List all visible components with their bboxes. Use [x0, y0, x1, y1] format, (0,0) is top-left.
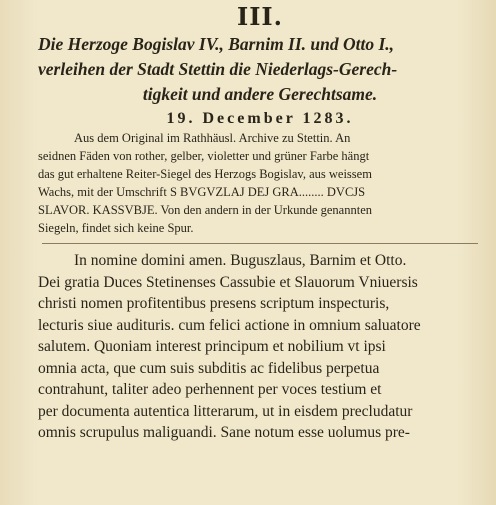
body-line: christi nomen profitentibus presens scriptum inspecturis, [38, 295, 390, 312]
note-line: SLAVOR. KASSVBJE. Von den andern in der Urkunde genannten [38, 203, 373, 217]
body-line: salutem. Quoniam interest principum et nobilium vt ipsi [38, 338, 386, 355]
title-line: Die Herzoge Bogislav IV., Barnim II. und Otto I., [38, 34, 395, 54]
body-line: contrahunt, taliter adeo perhennent per voces testium et [38, 381, 382, 398]
section-divider [42, 243, 478, 244]
note-line: seidnen Fäden von rother, gelber, violetter und grüner Farbe hängt [38, 149, 370, 163]
note-line: das gut erhaltene Reiter-Siegel des Herzogs Bogislav, aus weissem [38, 167, 372, 181]
document-date: 19. December 1283. [166, 110, 354, 127]
body-line: omnia acta, que cum suis subditis ac fidelibus perpetua [38, 359, 380, 377]
body-line: per documenta autentica litterarum, ut in eisdem precludatur [38, 402, 413, 420]
body-line: lecturis siue audituris. cum felici actione in omnium saluatore [38, 316, 421, 334]
body-line: In nomine domini amen. Buguszlaus, Barnim et Otto. [74, 252, 407, 269]
title-line: tigkeit und andere Gerechtsame. [142, 84, 378, 104]
body-line: omnis scrupulus maliguandi. Sane notum esse uolumus pre- [38, 424, 410, 441]
source-note [38, 129, 482, 237]
body-line: Dei gratia Duces Stetinenses Cassubie et Slauorum Vniuersis [38, 273, 418, 291]
title-line: verleihen der Stadt Stettin die Niederlags-Gerech- [38, 59, 398, 79]
note-line: Siegeln, findet sich keine Spur. [38, 221, 194, 235]
section-number: III. [236, 2, 284, 31]
charter-text [38, 250, 482, 444]
note-line: Aus dem Original im Rathhäusl. Archive zu Stettin. An [74, 131, 351, 145]
document-title [38, 32, 482, 107]
note-line: Wachs, mit der Umschrift S BVGVZLAJ DEJ GRA........ DVCJS [38, 185, 366, 199]
